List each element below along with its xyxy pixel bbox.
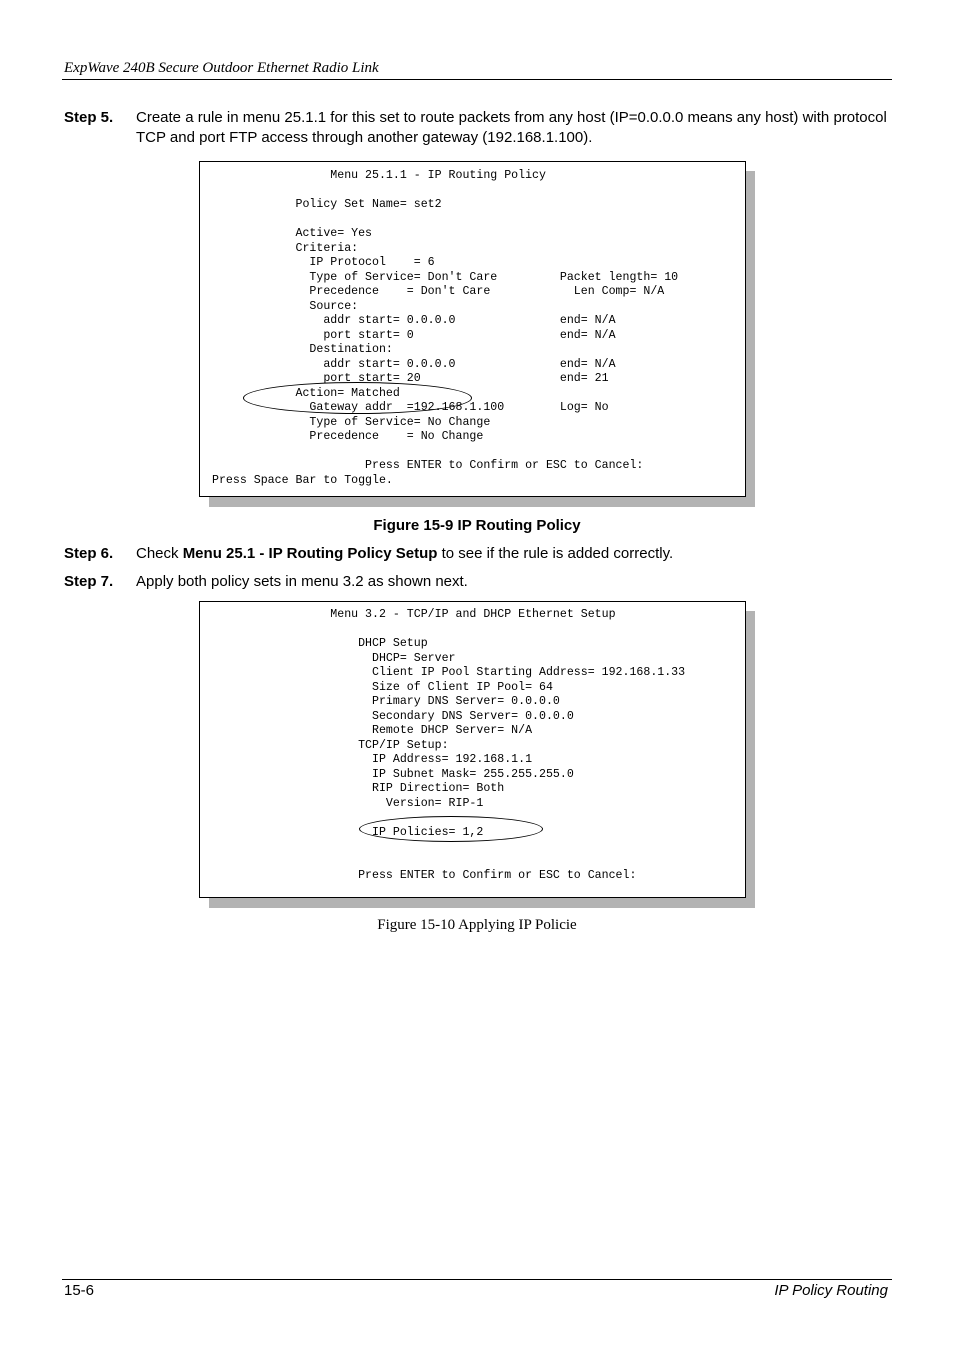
page-header-title: ExpWave 240B Secure Outdoor Ethernet Radio Link — [64, 60, 379, 76]
footer-page-number: 15-6 — [64, 1282, 95, 1299]
footer-divider — [62, 1279, 892, 1280]
figure-1-caption: Figure 15-9 IP Routing Policy — [373, 517, 581, 534]
ip-policies-highlight-oval — [359, 816, 543, 842]
footer-section-title: IP Policy Routing — [774, 1282, 888, 1299]
step-5-number: Step 5. — [64, 109, 114, 126]
step-7-text: Apply both policy sets in menu 3.2 as shown next. — [136, 573, 468, 590]
step-6-menu-reference: Menu 25.1 - IP Routing Policy Setup — [182, 545, 438, 562]
figure-2-caption: Figure 15-10 Applying IP Policie — [377, 917, 577, 933]
header-divider — [62, 79, 892, 80]
tcpip-dhcp-setup-text: Menu 3.2 - TCP/IP and DHCP Ethernet Setup DHCP Setup DHCP= Server Client IP Pool Starting Address= 192.168.1.33 Size of Client IP Pool= 64 Primary DNS Server= 0.0.0.0 Secondary DNS Server= 0.0.0.0 Remote DHCP Server= N/A TCP/IP Setup: IP Address= 192.168.1.1 IP Subnet Mask= 255.255.255.0 RIP Direction= Both Version= RIP-1 IP Policies= 1,2 Press ENTER to Confirm or ESC to Cancel: — [330, 608, 686, 882]
step-6-text: Check Menu 25.1 - IP Routing Policy Setup to see if the rule is added correctly. — [136, 545, 674, 562]
step-6-number: Step 6. — [64, 545, 114, 562]
gateway-highlight-oval — [243, 382, 472, 414]
ip-routing-policy-screen — [199, 161, 746, 497]
step-7-number: Step 7. — [64, 573, 114, 590]
ip-routing-policy-text: Menu 25.1.1 - IP Routing Policy Policy Set Name= set2 Active= Yes Criteria: IP Protocol = 6 Type of Service= Don't Care Packet length= 10 Precedence = Don't Care Len Comp= N/A Source: addr start= 0.0.0.0 end= N/A port start= 0 end= N/A Destination: addr start= 0.0.0.0 end= N/A port start= 20 end= 21 Action= Matched Gateway addr =192.168.1.100 Log= No Type of Service= No Change Precedence = No Change Press ENTER to Confirm or ESC to Cancel: Press Space Bar to Toggle. — [212, 169, 679, 487]
tcpip-dhcp-setup-screen — [199, 601, 746, 898]
step-5-text: Create a rule in menu 25.1.1 for this set to route packets from any host (IP=0.0.0.0 means any host) with protocol TCP and port FTP access through another gateway (192.168.1.100). — [136, 109, 887, 146]
